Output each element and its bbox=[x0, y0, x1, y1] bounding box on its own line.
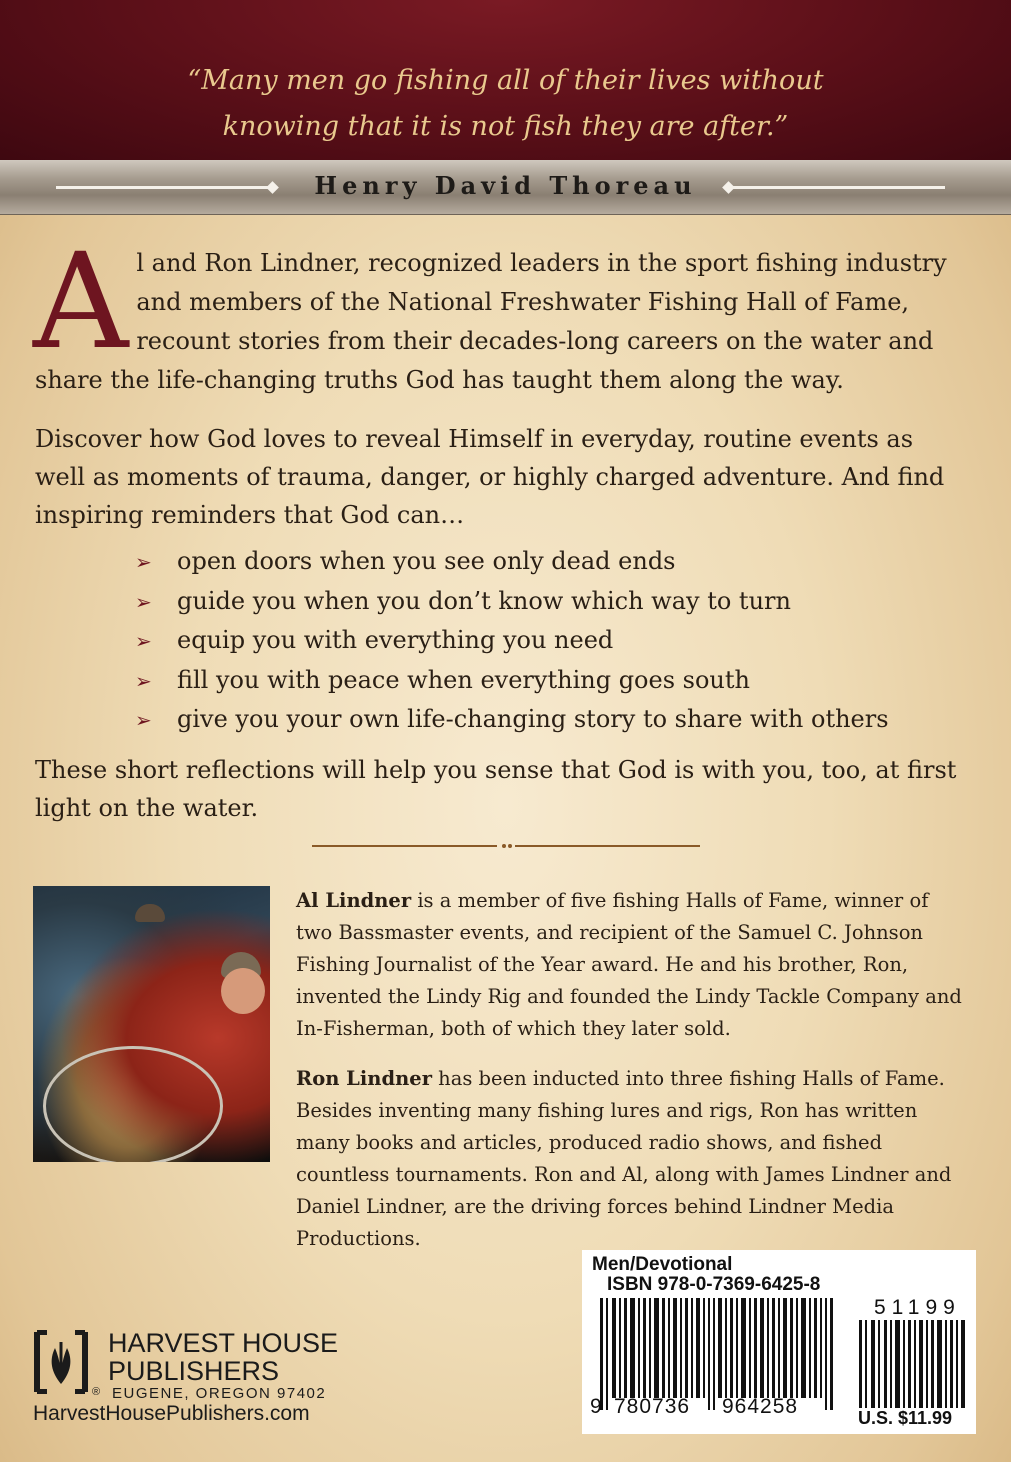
intro-paragraph bbox=[33, 225, 965, 400]
list-item: ➢ guide you when you don’t know which way to turn bbox=[135, 582, 955, 622]
arrow-icon: ➢ bbox=[135, 629, 152, 653]
quote-author: Henry David Thoreau bbox=[314, 171, 697, 200]
bio-text: is a member of five fishing Halls of Fame, winner of two Bassmaster events, and recipient of the Samuel C. Johnson Fishing Journalist of the Year award. He and his brother, Ron, invented the Lindy Rig and founded the Lindy Tackle Company and In-Fisherman, both of which they later sold. bbox=[296, 889, 962, 1040]
book-price: U.S. $11.99 bbox=[858, 1408, 953, 1428]
ornament-dot bbox=[502, 844, 506, 848]
arrow-icon: ➢ bbox=[135, 589, 152, 614]
publisher-name-line1: HARVEST HOUSE bbox=[108, 1328, 339, 1358]
list-item: ➢ equip you with everything you need bbox=[135, 621, 955, 661]
list-item: ➢ give you your own life-changing story to share with others bbox=[135, 700, 955, 740]
intro-text: l and Ron Lindner, recognized leaders in the sport fishing industry and members of the National Freshwater Fishing Hall of Fame, recount stories from their decades-long careers on the water and share the life-changing truths God has taught them along the way. bbox=[35, 249, 947, 394]
isbn-barcode-panel bbox=[582, 1250, 976, 1434]
arrow-icon: ➢ bbox=[135, 708, 152, 732]
barcode-digits-left: 780736 bbox=[614, 1395, 691, 1418]
registered-mark: ® bbox=[92, 1386, 101, 1398]
photo-figure-face bbox=[221, 968, 265, 1014]
isbn-barcode bbox=[594, 1298, 849, 1410]
arrow-icon: ➢ bbox=[135, 668, 152, 693]
barcode-digits-right: 964258 bbox=[722, 1395, 799, 1418]
publisher-name-line2: PUBLISHERS bbox=[108, 1356, 280, 1386]
barcode-category: Men/Devotional bbox=[592, 1254, 733, 1275]
barcode-isbn: ISBN 978-0-7369-6425-8 bbox=[607, 1274, 821, 1295]
price-barcode bbox=[857, 1320, 967, 1408]
drop-cap: A bbox=[33, 225, 129, 379]
quote-line-2: knowing that it is not fish they are after.” bbox=[222, 111, 789, 142]
barcode-price-code: 51199 bbox=[874, 1296, 961, 1319]
bio-name: Ron Lindner bbox=[296, 1067, 432, 1090]
ornament-rule-right bbox=[515, 845, 700, 847]
barcode-digit-first: 9 bbox=[590, 1395, 602, 1418]
harvest-house-logo-icon bbox=[33, 1330, 89, 1394]
list-item: ➢ open doors when you see only dead ends bbox=[135, 542, 955, 582]
epigraph-quote bbox=[0, 58, 1011, 150]
photo-figure-hat bbox=[135, 904, 165, 922]
photo-landing-net bbox=[43, 1046, 223, 1162]
bio-name: Al Lindner bbox=[296, 889, 412, 912]
bio-text: has been inducted into three fishing Halls of Fame. Besides inventing many fishing lures and rigs, Ron has written many books and articles, produced radio shows, and fished countless tournaments. Ron and Al, along with James Lindner and Daniel Lindner, are the driving forces behind Lindner Media Productions. bbox=[296, 1067, 952, 1250]
quote-line-1: “Many men go fishing all of their lives without bbox=[187, 65, 824, 96]
paragraph-discover: Discover how God loves to reveal Himself in everyday, routine events as well as moments of trauma, danger, or highly charged adventure. And find inspiring reminders that God can… bbox=[35, 425, 945, 529]
ornament-dot bbox=[508, 844, 512, 848]
ornament-rule-left bbox=[312, 845, 497, 847]
list-item: ➢ fill you with peace when everything goes south bbox=[135, 661, 955, 701]
publisher-city: EUGENE, OREGON 97402 bbox=[112, 1385, 327, 1402]
publisher-url: HarvestHousePublishers.com bbox=[33, 1402, 310, 1425]
authors-photo bbox=[33, 886, 270, 1162]
bullet-list bbox=[135, 542, 955, 740]
paragraph-closing: These short reflections will help you sense that God is with you, too, at first light on the water. bbox=[35, 756, 957, 822]
bio-ron-lindner bbox=[296, 1063, 966, 1255]
arrow-icon: ➢ bbox=[135, 550, 152, 574]
bio-al-lindner bbox=[296, 885, 966, 1045]
